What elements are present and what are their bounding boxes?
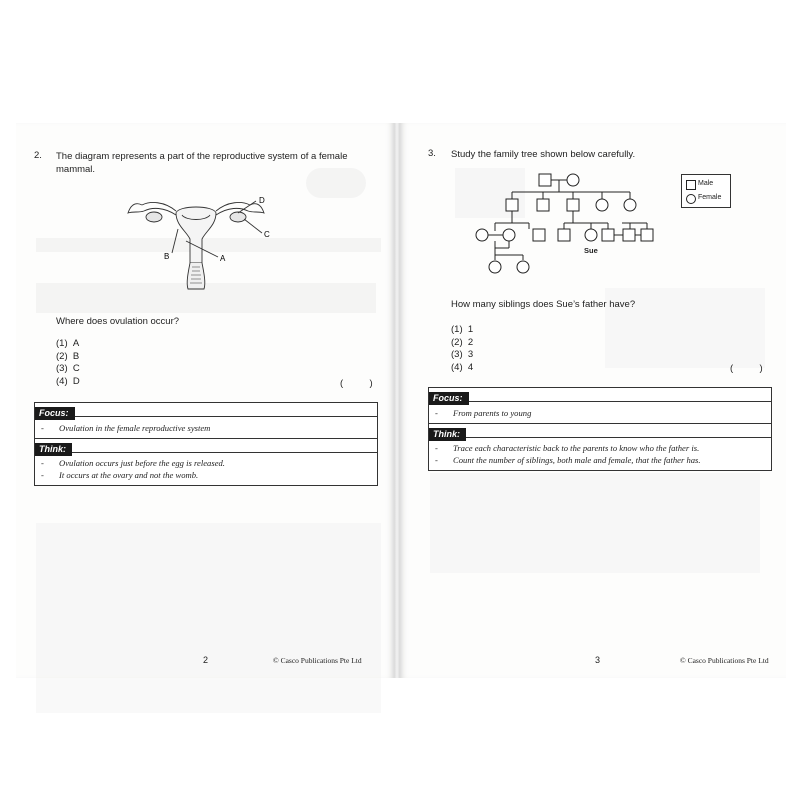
option-number: (3) (451, 349, 463, 361)
option-text: A (72, 338, 80, 349)
think-label: Think: (35, 443, 72, 456)
option-4[interactable] (56, 376, 80, 389)
question-prompt: Where does ovulation occur? (56, 316, 180, 327)
tree-male-node (506, 199, 518, 211)
male-square-icon (686, 180, 696, 190)
page-number: 3 (595, 655, 601, 665)
option-text: B (72, 350, 80, 362)
tree-female-node (567, 174, 579, 186)
tree-legend (681, 174, 731, 208)
right-page (400, 123, 786, 678)
think-item: - Ovulation occurs just before the egg is released. (41, 458, 225, 468)
diagram-label-c: C (264, 230, 270, 239)
option-number: (2) (451, 336, 463, 348)
options-list (56, 338, 80, 388)
diagram-label-b: B (164, 252, 170, 261)
copyright-credit: © Casco Publications Pte Ltd (680, 656, 769, 665)
tree-male-node (537, 199, 549, 211)
think-item: - Count the number of siblings, both male and female, that the father has. (435, 455, 701, 465)
option-2[interactable] (451, 337, 473, 350)
hint-box (428, 387, 772, 471)
tree-male-node (602, 229, 614, 241)
tree-female-node (517, 261, 529, 273)
answer-blank[interactable]: ( ) (340, 378, 373, 389)
question-prompt: How many siblings does Sue’s father have? (451, 299, 636, 310)
option-number: (4) (56, 375, 68, 387)
focus-label: Focus: (35, 407, 75, 420)
tree-female-node (596, 199, 608, 211)
option-text: D (72, 375, 80, 387)
reproductive-system-diagram (116, 191, 276, 291)
focus-item: - Ovulation in the female reproductive system (41, 423, 211, 433)
diagram-label-a: A (220, 254, 226, 263)
focus-item: - From parents to young (435, 408, 532, 418)
option-3[interactable] (56, 363, 80, 376)
focus-header (35, 403, 377, 417)
option-3[interactable] (451, 349, 473, 362)
question-number: 3. (428, 148, 436, 159)
think-header (35, 439, 377, 453)
question-text-line: The diagram represents a part of the reproductive system of a female (56, 151, 348, 162)
option-number: (1) (451, 324, 463, 335)
option-1[interactable] (56, 338, 80, 351)
tree-male-node (558, 229, 570, 241)
tree-male-node (567, 199, 579, 211)
focus-body (35, 417, 377, 439)
option-number: (4) (451, 361, 463, 373)
tree-female-node (503, 229, 515, 241)
think-body (35, 453, 377, 485)
option-text: 1 (467, 324, 474, 335)
think-header (429, 424, 771, 438)
question-text-line: mammal. (56, 164, 96, 175)
tree-female-node (624, 199, 636, 211)
page-number: 2 (203, 655, 209, 665)
sue-label: Sue (584, 246, 598, 255)
option-text: C (72, 363, 80, 375)
think-body (429, 438, 771, 470)
tree-female-node (489, 261, 501, 273)
tree-male-node (641, 229, 653, 241)
copyright-credit: © Casco Publications Pte Ltd (273, 656, 362, 665)
hint-box (34, 402, 378, 486)
question-number: 2. (34, 150, 42, 161)
legend-male-label: Male (698, 180, 714, 187)
option-number: (2) (56, 350, 68, 362)
focus-header (429, 388, 771, 402)
tree-male-node (623, 229, 635, 241)
option-2[interactable] (56, 351, 80, 364)
think-item: - Trace each characteristic back to the parents to know who the father is. (435, 443, 700, 453)
tree-male-node (539, 174, 551, 186)
options-list (451, 324, 473, 374)
diagram-label-d: D (259, 196, 265, 205)
option-number: (3) (56, 363, 68, 375)
tree-female-node (585, 229, 597, 241)
tree-male-node (533, 229, 545, 241)
option-text: 4 (467, 361, 474, 373)
question-text: Study the family tree shown below carefully. (451, 149, 636, 160)
option-1[interactable] (451, 324, 473, 337)
option-text: 2 (467, 336, 474, 348)
think-label: Think: (429, 428, 466, 441)
option-number: (1) (56, 338, 68, 349)
tree-female-node (476, 229, 488, 241)
option-4[interactable] (451, 362, 473, 375)
family-tree-diagram (472, 171, 657, 279)
answer-blank[interactable]: ( ) (730, 363, 763, 374)
left-page (16, 123, 394, 678)
focus-body (429, 402, 771, 424)
legend-female-label: Female (698, 194, 722, 201)
focus-label: Focus: (429, 392, 469, 405)
question-text (56, 150, 386, 176)
female-circle-icon (686, 194, 696, 204)
option-text: 3 (467, 349, 474, 361)
think-item: - It occurs at the ovary and not the womb. (41, 470, 199, 480)
